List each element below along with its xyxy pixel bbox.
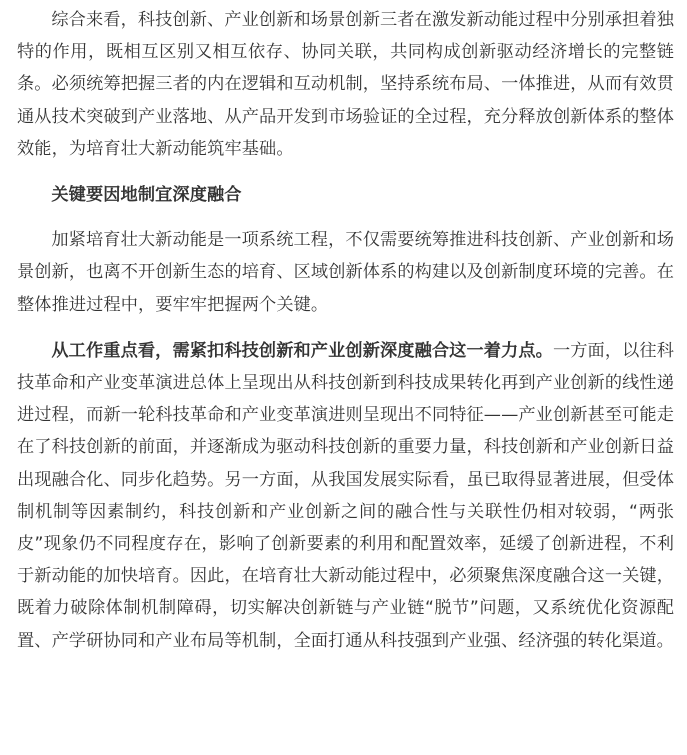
paragraph-summary: 综合来看，科技创新、产业创新和场景创新三者在激发新动能过程中分别承担着独特的作用，既相互区别又相互依存、协同关联，共同构成创新驱动经济增长的完整链条。必须统筹把握三者的内在逻辑和互动机制，坚持系统布局、一体推进，从而有效贯通从技术突破到产业落地、从产品开发到市场验证的全过程，充分释放创新体系的整体效能，为培育壮大新动能筑牢基础。 bbox=[17, 10, 674, 159]
paragraph-lead-bold: 从工作重点看，需紧扣科技创新和产业创新深度融合这一着力点。 bbox=[51, 340, 553, 361]
paragraph-work-focus bbox=[17, 335, 674, 657]
paragraph-system-engineering: 加紧培育壮大新动能是一项系统工程，不仅需要统筹推进科技创新、产业创新和场景创新，也离不开创新生态的培育、区域创新体系的构建以及创新制度环境的完善。在整体推进过程中，要牢牢把握两个关键。 bbox=[17, 230, 674, 315]
paragraph-body-text: 一方面，以往科技革命和产业变革演进总体上呈现出从科技创新到科技成果转化再到产业创新的线性递进过程，而新一轮科技革命和产业变革演进则呈现出不同特征——产业创新甚至可能走在了科技创新的前面，并逐渐成为驱动科技创新的重要力量，科技创新和产业创新日益出现融合化、同步化趋势。另一方面，从我国发展实际看，虽已取得显著进展，但受体制机制等因素制约，科技创新和产业创新之间的融合性与关联性仍相对较弱，“两张皮”现象仍不同程度存在，影响了创新要素的利用和配置效率，延缓了创新进程，不利于新动能的加快培育。因此，在培育壮大新动能过程中，必须聚焦深度融合这一关键，既着力破除体制机制障碍，切实解决创新链与产业链“脱节”问题，又系统优化资源配置、产学研协同和产业布局等机制，全面打通从科技强到产业强、经济强的转化渠道。 bbox=[17, 340, 675, 651]
section-heading: 关键要因地制宜深度融合 bbox=[51, 185, 242, 206]
